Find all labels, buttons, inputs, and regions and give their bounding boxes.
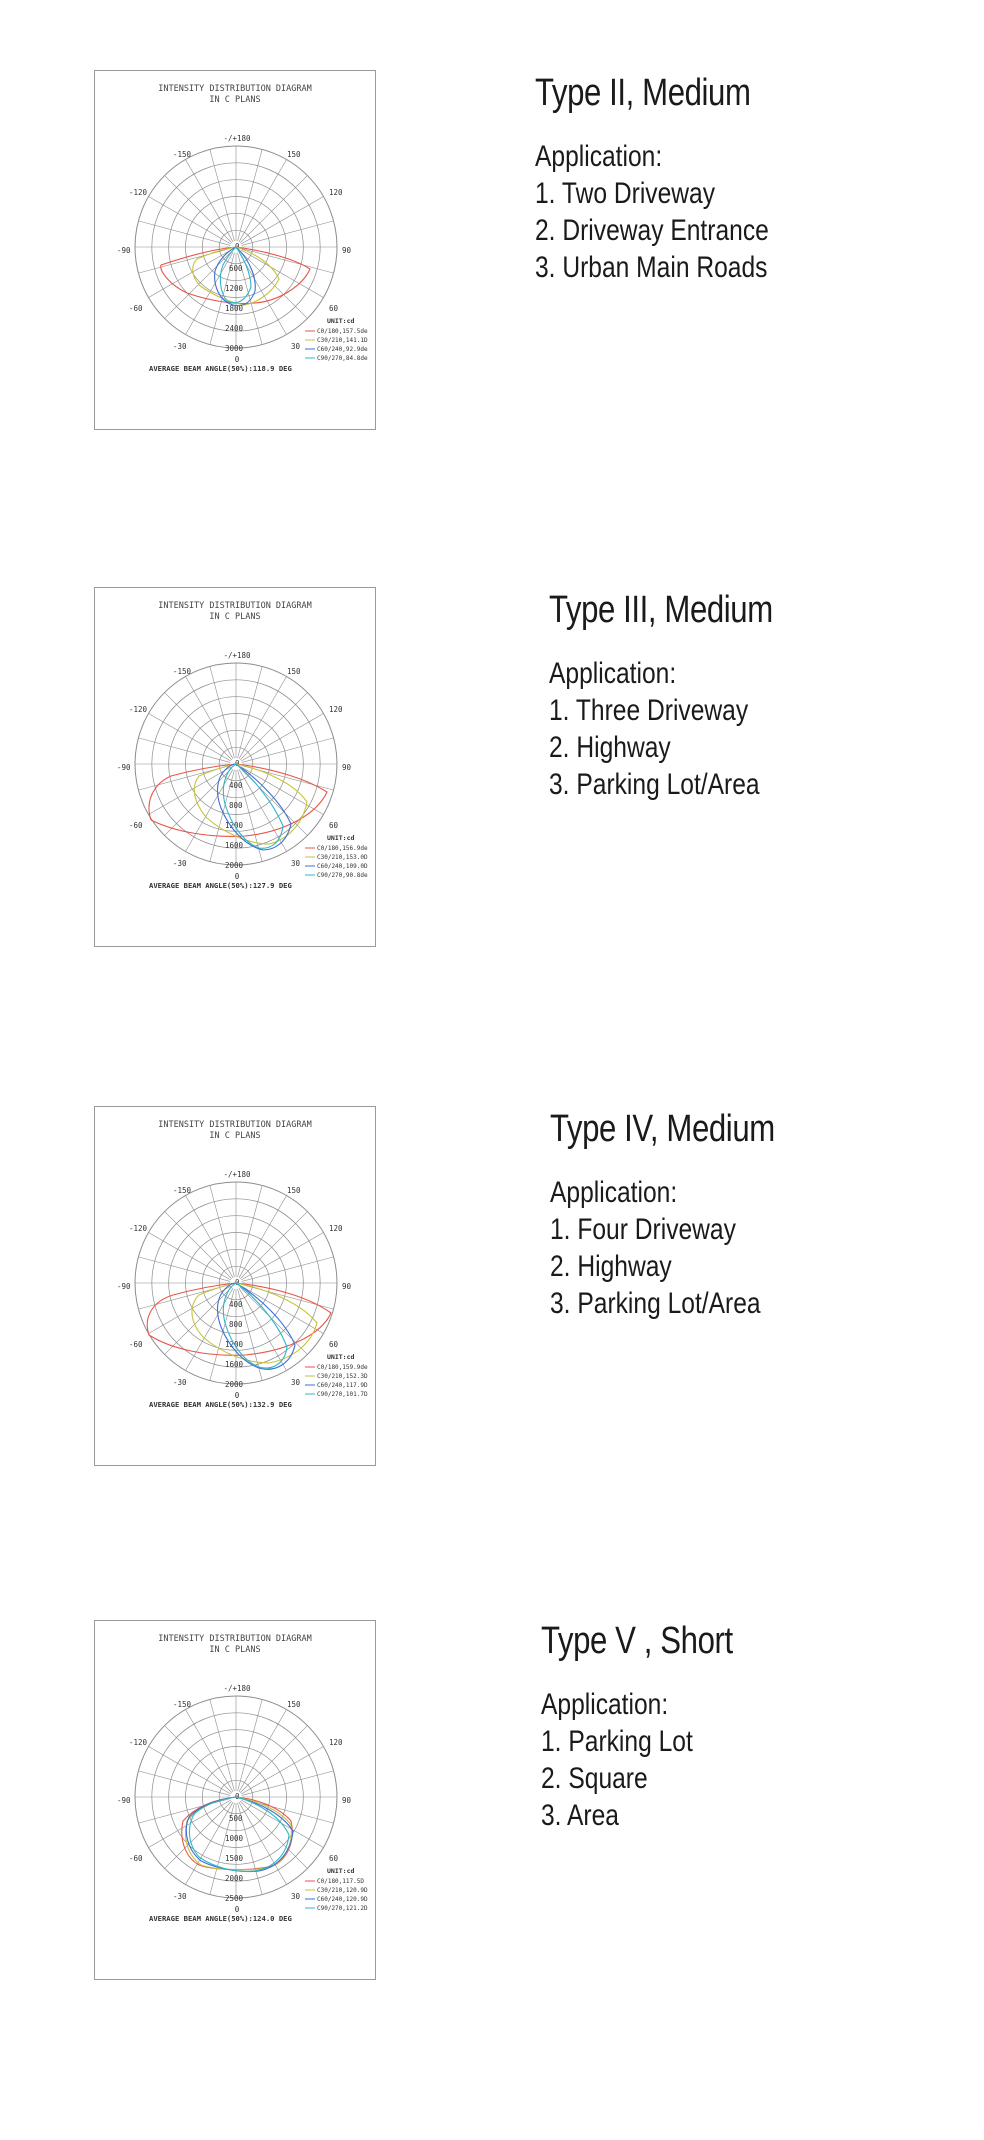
radial-label: 1500 [225,1854,244,1863]
grid-spoke [165,768,232,835]
angle-label: -150 [173,1186,192,1195]
angle-label: 30 [291,1378,301,1387]
application-item: 1. Two Driveway [535,177,716,210]
angle-label: 120 [329,705,343,714]
angle-label: 120 [329,1738,343,1747]
radial-label: 0 [235,242,240,251]
application-item: 1. Parking Lot [541,1725,693,1758]
legend [305,1878,368,1912]
legend-entry: C30/210,120.9D [317,1887,368,1894]
intensity-diagram [95,71,375,429]
grid-spoke [165,1726,232,1793]
application-item: 3. Urban Main Roads [535,251,768,284]
unit-label: UNIT:cd [327,317,355,325]
grid-spoke [241,1286,323,1334]
radial-label: 1200 [225,284,244,293]
radial-label: 0 [235,759,240,768]
radial-label: 1800 [225,304,244,313]
grid-spoke [241,714,323,762]
radial-label: 0 [235,1278,240,1287]
radial-label: 2500 [225,1894,244,1903]
radial-label: 800 [229,801,243,810]
angle-label: -60 [129,1854,143,1863]
legend-entry: C0/180,159.9de [317,1364,368,1371]
application-label: Application: [541,1688,669,1721]
grid-spoke [241,767,323,815]
section-title: Type IV, Medium [550,1108,775,1150]
grid-spoke [239,1288,287,1370]
application-item: 1. Four Driveway [550,1213,736,1246]
legend-entry: C30/210,141.1D [317,337,368,344]
grid-spoke [241,1233,323,1281]
radial-label: 600 [229,264,243,273]
grid-spoke [240,693,307,760]
section-title: Type V , Short [541,1620,733,1662]
grid-spoke [239,160,287,242]
grid-spoke [149,1747,231,1795]
legend-entry: C0/180,157.5de [317,328,368,335]
application-label: Application: [550,1176,678,1209]
legend-entry: C60/240,109.0D [317,863,368,870]
legend-entry: C60/240,120.9D [317,1896,368,1903]
angle-label-top: -/+180 [223,1170,251,1179]
section-title: Type III, Medium [549,589,773,631]
curve-c0-180 [161,247,310,304]
angle-label: -60 [129,304,143,313]
distribution-section [0,70,984,590]
angle-label: -90 [117,763,131,772]
application-item: 2. Driveway Entrance [535,214,769,247]
legend [305,1364,368,1398]
grid-spoke [239,677,287,759]
diagram-header-line2: IN C PLANS [209,1131,261,1141]
intensity-diagram-card [94,70,376,430]
intensity-diagram [95,588,375,946]
application-block [550,1174,761,1322]
legend-entry: C30/210,153.0D [317,854,368,861]
angle-label: -30 [173,859,187,868]
radial-label: 400 [229,781,243,790]
grid-spoke [239,769,287,851]
grid-spoke [241,1747,323,1795]
distribution-section [0,587,984,1107]
application-item: 3. Parking Lot/Area [549,768,760,801]
angle-label-top: -/+180 [223,651,251,660]
radial-label: 2000 [225,861,244,870]
legend-entry: C90/270,90.8de [317,872,368,879]
angle-label: 90 [342,1282,352,1291]
radial-label: 3000 [225,344,244,353]
grid-spoke [240,1212,307,1279]
angle-label: 90 [342,763,352,772]
grid-spoke [239,1802,287,1884]
intensity-diagram [95,1107,375,1465]
grid-spoke [149,250,231,298]
angle-label: 30 [291,342,301,351]
grid-spoke [241,197,323,245]
angle-label: 60 [329,1854,339,1863]
legend-entry: C60/240,92.9de [317,346,368,353]
grid-spoke [165,693,232,760]
average-beam-angle: AVERAGE BEAM ANGLE(50%):127.9 DEG [149,881,292,890]
grid-spoke [186,1196,234,1278]
angle-label: -120 [129,1224,148,1233]
radial-label: 0 [235,1792,240,1801]
grid-spoke [186,160,234,242]
grid-spoke [240,1287,307,1354]
grid-spoke [165,1212,232,1279]
distribution-section [0,1106,984,1626]
radial-label: 2400 [225,324,244,333]
angle-label-bottom: 0 [234,355,240,364]
average-beam-angle: AVERAGE BEAM ANGLE(50%):124.0 DEG [149,1914,292,1923]
grid-spoke [240,1726,307,1793]
angle-label: -90 [117,1282,131,1291]
grid-spoke [149,1233,231,1281]
grid-spoke [149,767,231,815]
angle-label: 150 [287,1186,301,1195]
angle-label: -120 [129,188,148,197]
intensity-curves [161,247,310,306]
radial-label: 1600 [225,841,244,850]
angle-label: 60 [329,1340,339,1349]
application-item: 2. Highway [550,1250,672,1283]
radial-label: 1000 [225,1834,244,1843]
angle-label-bottom: 0 [234,1905,240,1914]
angle-label: 90 [342,246,352,255]
angle-label: 90 [342,1796,352,1805]
angle-label-top: -/+180 [223,1684,251,1693]
angle-label: 150 [287,1700,301,1709]
average-beam-angle: AVERAGE BEAM ANGLE(50%):132.9 DEG [149,1400,292,1409]
angle-label-bottom: 0 [234,1391,240,1400]
application-item: 2. Highway [549,731,671,764]
distribution-section [0,1620,984,2140]
angle-label: -60 [129,821,143,830]
legend-entry: C90/270,84.8de [317,355,368,362]
application-block [541,1686,693,1834]
unit-label: UNIT:cd [327,834,355,842]
legend-entry: C90/270,121.2D [317,1905,368,1912]
diagram-header-line2: IN C PLANS [209,612,261,622]
angle-label: -30 [173,1378,187,1387]
angle-label: 120 [329,188,343,197]
grid-spoke [186,252,234,334]
angle-label: 120 [329,1224,343,1233]
legend-entry: C0/180,156.9de [317,845,368,852]
legend-entry: C30/210,152.3D [317,1373,368,1380]
grid-spoke [186,1288,234,1370]
radial-label: 500 [229,1814,243,1823]
angle-label: -30 [173,1892,187,1901]
application-block [535,138,769,286]
intensity-diagram [95,1621,375,1979]
angle-label: 150 [287,667,301,676]
diagram-header-line1: INTENSITY DISTRIBUTION DIAGRAM [158,84,312,94]
grid-spoke [149,197,231,245]
grid-spoke [149,1800,231,1848]
grid-spoke [186,769,234,851]
angle-label-top: -/+180 [223,134,251,143]
intensity-diagram-card [94,1620,376,1980]
diagram-header-line1: INTENSITY DISTRIBUTION DIAGRAM [158,1634,312,1644]
angle-label: -90 [117,1796,131,1805]
grid-spoke [239,1196,287,1278]
application-block [549,655,760,803]
unit-label: UNIT:cd [327,1867,355,1875]
grid-spoke [239,1710,287,1792]
grid-spoke [186,677,234,759]
legend-entry: C90/270,101.7D [317,1391,368,1398]
radial-label: 2000 [225,1874,244,1883]
angle-label: -30 [173,342,187,351]
angle-label: -150 [173,667,192,676]
legend [305,845,368,879]
radial-label: 400 [229,1300,243,1309]
unit-label: UNIT:cd [327,1353,355,1361]
grid-spoke [186,1710,234,1792]
angle-label: -90 [117,246,131,255]
diagram-header-line2: IN C PLANS [209,1645,261,1655]
grid-spoke [240,176,307,243]
angle-label: -120 [129,1738,148,1747]
grid-spoke [240,1801,307,1868]
application-item: 1. Three Driveway [549,694,749,727]
grid-spoke [149,1286,231,1334]
legend-entry: C60/240,117.9D [317,1382,368,1389]
angle-label: 150 [287,150,301,159]
angle-label: -150 [173,150,192,159]
angle-label: -60 [129,1340,143,1349]
grid-spoke [165,176,232,243]
radial-label: 2000 [225,1380,244,1389]
legend [305,328,368,362]
application-item: 3. Parking Lot/Area [550,1287,761,1320]
intensity-diagram-card [94,1106,376,1466]
angle-label: 60 [329,821,339,830]
angle-label: 60 [329,304,339,313]
radial-label: 1200 [225,821,244,830]
grid-spoke [149,714,231,762]
angle-label: -150 [173,1700,192,1709]
application-label: Application: [549,657,677,690]
application-item: 3. Area [541,1799,619,1832]
radial-label: 800 [229,1320,243,1329]
angle-label: 30 [291,859,301,868]
average-beam-angle: AVERAGE BEAM ANGLE(50%):118.9 DEG [149,364,292,373]
diagram-header-line1: INTENSITY DISTRIBUTION DIAGRAM [158,601,312,611]
angle-label: 30 [291,1892,301,1901]
application-item: 2. Square [541,1762,648,1795]
legend-entry: C0/180,117.5D [317,1878,364,1885]
diagram-header-line1: INTENSITY DISTRIBUTION DIAGRAM [158,1120,312,1130]
diagram-header-line2: IN C PLANS [209,95,261,105]
radial-label: 1200 [225,1340,244,1349]
application-label: Application: [535,140,663,173]
intensity-diagram-card [94,587,376,947]
section-title: Type II, Medium [535,72,751,114]
grid-spoke [165,1287,232,1354]
angle-label: -120 [129,705,148,714]
radial-label: 1600 [225,1360,244,1369]
angle-label-bottom: 0 [234,872,240,881]
